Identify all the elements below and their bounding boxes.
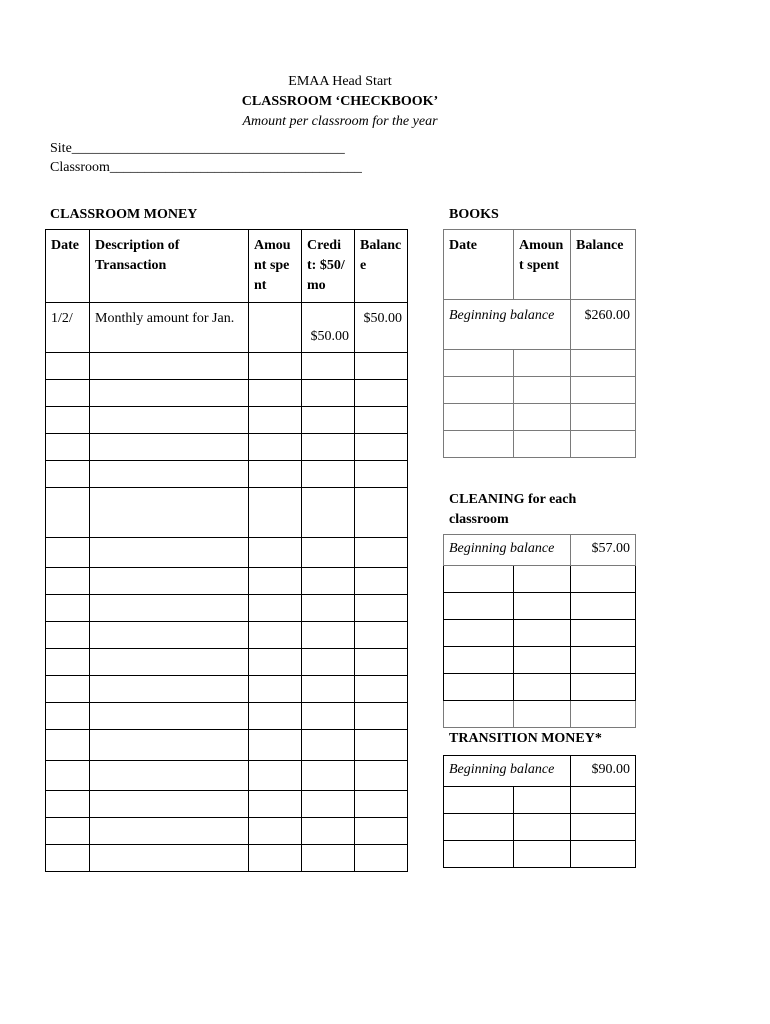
table-row[interactable] bbox=[444, 841, 636, 868]
document-title: CLASSROOM ‘CHECKBOOK’ bbox=[241, 94, 439, 109]
table-row[interactable] bbox=[46, 434, 408, 461]
table-row[interactable] bbox=[444, 674, 636, 701]
cell-description[interactable]: Monthly amount for Jan. bbox=[90, 303, 249, 353]
table-row bbox=[444, 300, 636, 350]
cell-spent[interactable] bbox=[249, 303, 302, 353]
table-row[interactable] bbox=[46, 407, 408, 434]
site-field[interactable] bbox=[50, 141, 345, 157]
table-row[interactable] bbox=[46, 818, 408, 845]
table-row[interactable] bbox=[46, 703, 408, 730]
cell-balance[interactable]: $50.00 bbox=[355, 303, 408, 353]
table-row[interactable] bbox=[444, 787, 636, 814]
col-amount-spent: Amount spent bbox=[249, 230, 302, 303]
table-row bbox=[46, 303, 408, 353]
col-credit: Credit: $50/ mo bbox=[302, 230, 355, 303]
table-row[interactable] bbox=[46, 649, 408, 676]
transition-heading: TRANSITION MONEY* bbox=[449, 731, 602, 746]
table-row[interactable] bbox=[46, 488, 408, 538]
cleaning-beginning-label: Beginning balance bbox=[444, 535, 571, 566]
books-heading: BOOKS bbox=[449, 207, 499, 222]
books-beginning-value: $260.00 bbox=[571, 300, 636, 350]
table-row[interactable] bbox=[46, 353, 408, 380]
table-row[interactable] bbox=[46, 676, 408, 703]
table-row[interactable] bbox=[46, 730, 408, 761]
table-row[interactable] bbox=[444, 620, 636, 647]
table-row[interactable] bbox=[46, 461, 408, 488]
document-subtitle: Amount per classroom for the year bbox=[242, 114, 438, 129]
table-row[interactable] bbox=[444, 566, 636, 593]
table-row[interactable] bbox=[46, 595, 408, 622]
books-beginning-label: Beginning balance bbox=[444, 300, 571, 350]
table-row[interactable] bbox=[444, 377, 636, 404]
classroom-label: Classroom bbox=[50, 160, 110, 175]
col-description: Description of Transaction bbox=[90, 230, 249, 303]
cleaning-heading: CLEANING for each classroom bbox=[449, 492, 577, 527]
table-row[interactable] bbox=[444, 814, 636, 841]
table-row[interactable] bbox=[444, 701, 636, 728]
table-row[interactable] bbox=[46, 761, 408, 791]
books-header-row bbox=[444, 230, 636, 300]
cell-credit[interactable]: $50.00 bbox=[302, 303, 355, 353]
transition-beginning-label: Beginning balance bbox=[444, 756, 571, 787]
table-row bbox=[444, 535, 636, 566]
col-balance: Balance bbox=[355, 230, 408, 303]
table-row[interactable] bbox=[46, 380, 408, 407]
table-row[interactable] bbox=[444, 593, 636, 620]
col-date: Date bbox=[46, 230, 90, 303]
books-col-balance: Balance bbox=[571, 230, 636, 300]
cleaning-beginning-value: $57.00 bbox=[571, 535, 636, 566]
table-row[interactable] bbox=[46, 568, 408, 595]
table-row[interactable] bbox=[444, 404, 636, 431]
classroom-money-heading: CLASSROOM MONEY bbox=[50, 207, 198, 222]
books-col-amount-spent: Amount spent bbox=[514, 230, 571, 300]
org-name: EMAA Head Start bbox=[288, 74, 392, 89]
table-row[interactable] bbox=[444, 431, 636, 458]
classroom-line: ____________________________________ bbox=[109, 160, 362, 175]
classroom-money-table bbox=[45, 229, 408, 872]
cell-date[interactable]: 1/2/ bbox=[46, 303, 90, 353]
table-row[interactable] bbox=[46, 791, 408, 818]
table-row[interactable] bbox=[46, 845, 408, 872]
transition-beginning-value: $90.00 bbox=[571, 756, 636, 787]
transition-table bbox=[443, 755, 636, 868]
table-row[interactable] bbox=[46, 538, 408, 568]
table-row[interactable] bbox=[46, 622, 408, 649]
table-row[interactable] bbox=[444, 350, 636, 377]
cleaning-table bbox=[443, 534, 636, 728]
site-label: Site bbox=[50, 141, 72, 156]
table-row[interactable] bbox=[444, 647, 636, 674]
classroom-field[interactable] bbox=[50, 160, 362, 176]
site-line: _______________________________________ bbox=[71, 141, 345, 156]
books-col-date: Date bbox=[444, 230, 514, 300]
books-table bbox=[443, 229, 636, 458]
table-row bbox=[444, 756, 636, 787]
table-header-row bbox=[46, 230, 408, 303]
